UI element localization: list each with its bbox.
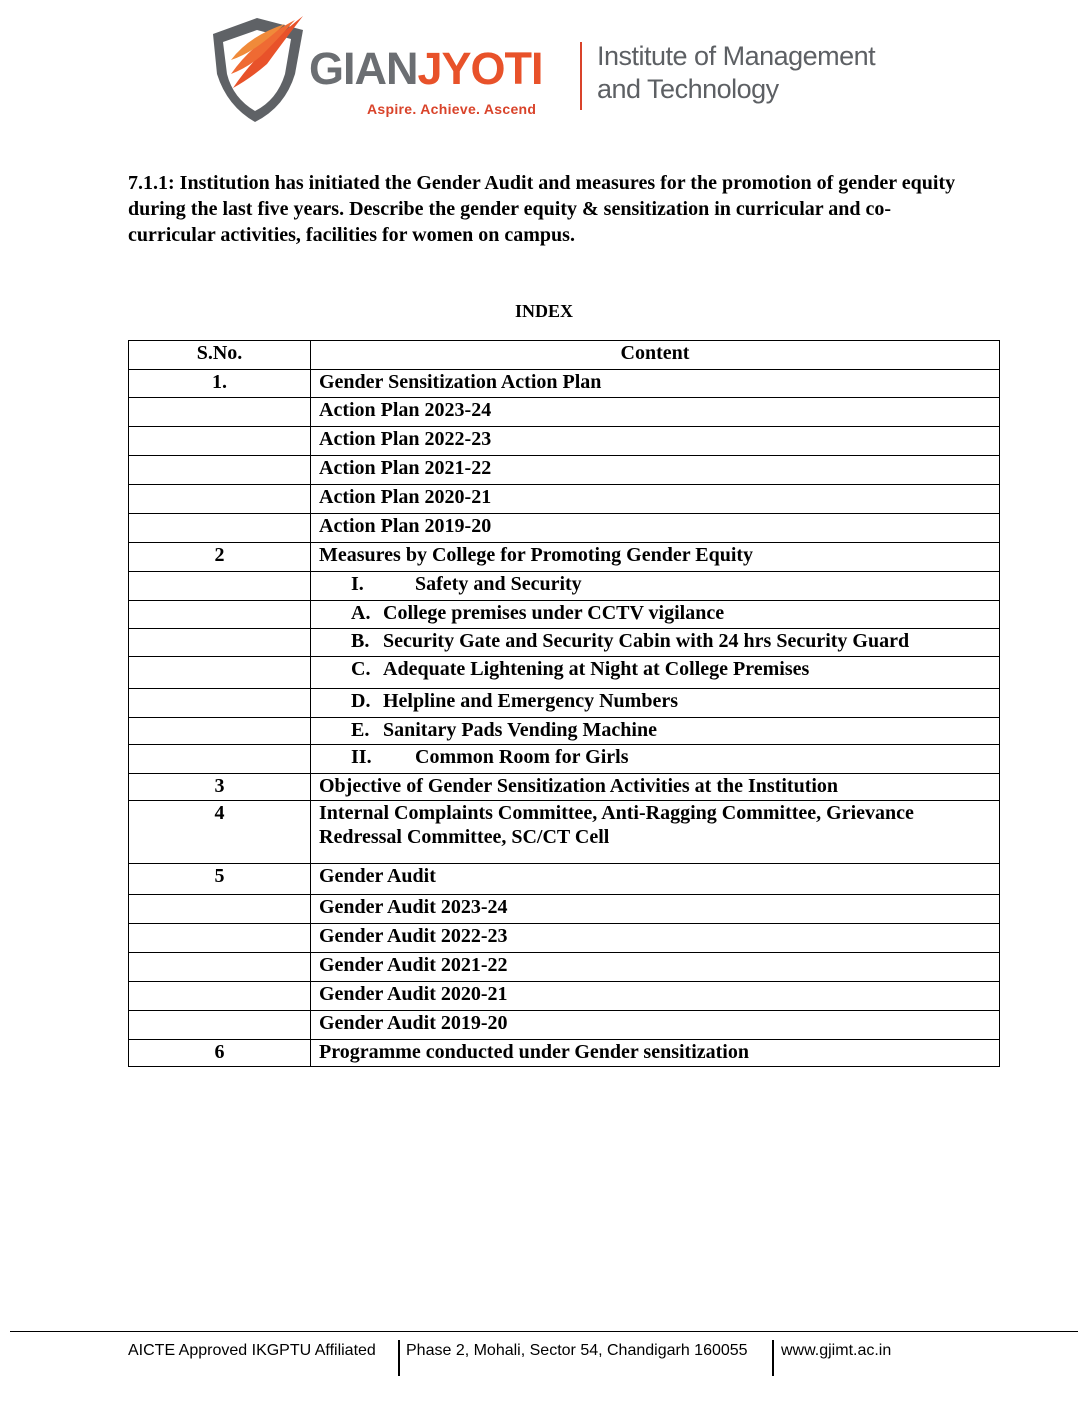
footer-rule	[10, 1331, 1078, 1332]
table-row	[129, 1011, 1000, 1040]
header-divider	[580, 42, 582, 110]
row-content-cell	[311, 864, 1000, 895]
row-sno	[129, 514, 311, 543]
row-sno: 5	[129, 864, 311, 895]
table-row	[129, 601, 1000, 629]
row-sno	[129, 982, 311, 1011]
row-sno	[129, 718, 311, 745]
table-row	[129, 689, 1000, 718]
row-content: Programme conducted under Gender sensitization	[319, 1041, 749, 1063]
table-row	[129, 514, 1000, 543]
row-sno	[129, 398, 311, 427]
column-header-sno: S.No.	[129, 341, 311, 370]
row-content-cell	[311, 427, 1000, 456]
row-content-cell	[311, 689, 1000, 718]
row-content: Gender Audit 2019-20	[319, 1012, 508, 1034]
index-table	[128, 340, 1000, 1067]
row-content-cell	[311, 629, 1000, 657]
row-sno	[129, 601, 311, 629]
row-sno	[129, 427, 311, 456]
institute-line2: and Technology	[597, 74, 779, 104]
footer-address: Phase 2, Mohali, Sector 54, Chandigarh 160055	[406, 1342, 748, 1359]
table-row	[129, 543, 1000, 572]
row-sno: 6	[129, 1040, 311, 1067]
row-content-cell	[311, 456, 1000, 485]
row-content-cell	[311, 370, 1000, 398]
row-content-cell	[311, 718, 1000, 745]
row-sno	[129, 485, 311, 514]
row-sno	[129, 924, 311, 953]
sub-item-marker: A.	[351, 602, 371, 624]
row-sno	[129, 456, 311, 485]
table-row	[129, 398, 1000, 427]
row-content: Gender Audit 2022-23	[319, 925, 508, 947]
row-content-cell	[311, 601, 1000, 629]
sub-item-text: Common Room for Girls	[415, 746, 629, 768]
table-row	[129, 456, 1000, 485]
sub-item	[319, 745, 629, 769]
row-content-cell	[311, 774, 1000, 801]
sub-item	[319, 572, 582, 596]
index-title: INDEX	[514, 301, 573, 321]
table-row	[129, 924, 1000, 953]
table-row	[129, 774, 1000, 801]
row-sno	[129, 629, 311, 657]
sub-item	[319, 657, 809, 681]
row-sno	[129, 895, 311, 924]
criterion-question: 7.1.1: Institution has initiated the Gender Audit and measures for the promotion of gender equity during the last five years. Describe the gender equity & sensitization in curricular and co-curricular activities, facilities for women on campus.	[128, 172, 956, 246]
row-sno	[129, 657, 311, 689]
brand-tagline: Aspire. Achieve. Ascend	[367, 101, 537, 117]
sub-item-marker: E.	[351, 719, 370, 741]
brand-part1: GIAN	[309, 43, 418, 94]
sub-item-marker: II.	[351, 746, 372, 768]
table-row	[129, 895, 1000, 924]
row-content: Gender Audit	[319, 865, 436, 887]
footer-separator	[772, 1340, 774, 1376]
row-content-cell	[311, 924, 1000, 953]
row-sno: 1.	[129, 370, 311, 398]
sub-item	[319, 718, 657, 742]
row-content: Gender Audit 2023-24	[319, 896, 508, 918]
row-sno	[129, 745, 311, 774]
institute-name	[597, 40, 875, 106]
row-content-cell	[311, 895, 1000, 924]
table-row	[129, 1040, 1000, 1067]
column-header-content: Content	[311, 341, 1000, 370]
sub-item-text: College premises under CCTV vigilance	[383, 602, 725, 624]
brand-part2: JYOTI	[417, 43, 543, 94]
table-body	[129, 370, 1000, 1067]
table-row	[129, 370, 1000, 398]
sub-item-text: Helpline and Emergency Numbers	[383, 690, 678, 712]
row-content: Gender Audit 2020-21	[319, 983, 508, 1005]
sub-item	[319, 601, 724, 625]
brand-name	[309, 43, 543, 94]
row-content: Measures by College for Promoting Gender Equity	[319, 544, 754, 566]
table-row	[129, 801, 1000, 864]
row-content: Action Plan 2020-21	[319, 486, 492, 508]
row-content: Internal Complaints Committee, Anti-Ragging Committee, Grievance Redressal Committee, SC/CT Cell	[319, 802, 914, 848]
footer-separator	[398, 1340, 400, 1376]
letterhead	[205, 12, 885, 127]
row-content-cell	[311, 514, 1000, 543]
table-row	[129, 657, 1000, 689]
row-content-cell	[311, 485, 1000, 514]
table-row	[129, 572, 1000, 601]
table-row	[129, 982, 1000, 1011]
table-row	[129, 718, 1000, 745]
row-content-cell	[311, 982, 1000, 1011]
row-content: Action Plan 2019-20	[319, 515, 492, 537]
row-content: Gender Audit 2021-22	[319, 954, 508, 976]
row-sno: 2	[129, 543, 311, 572]
sub-item-text: Security Gate and Security Cabin with 24 hrs Security Guard	[383, 630, 910, 652]
row-content-cell	[311, 1040, 1000, 1067]
sub-item	[319, 689, 678, 713]
table-row	[129, 864, 1000, 895]
row-sno: 3	[129, 774, 311, 801]
footer-affiliation: AICTE Approved IKGPTU Affiliated	[128, 1342, 376, 1359]
table-row	[129, 485, 1000, 514]
institute-line1: Institute of Management	[597, 41, 876, 71]
row-content-cell	[311, 543, 1000, 572]
row-content: Action Plan 2021-22	[319, 457, 492, 479]
row-sno	[129, 689, 311, 718]
row-sno	[129, 572, 311, 601]
row-content: Gender Sensitization Action Plan	[319, 371, 602, 393]
row-sno: 4	[129, 801, 311, 864]
sub-item-marker: B.	[351, 630, 370, 652]
row-content-cell	[311, 572, 1000, 601]
sub-item-text: Safety and Security	[415, 573, 582, 595]
sub-item-marker: I.	[351, 573, 364, 595]
table-row	[129, 745, 1000, 774]
row-content-cell	[311, 801, 1000, 864]
row-content-cell	[311, 1011, 1000, 1040]
row-content-cell	[311, 398, 1000, 427]
sub-item	[319, 629, 909, 653]
table-row	[129, 953, 1000, 982]
row-content: Action Plan 2022-23	[319, 428, 492, 450]
row-content-cell	[311, 953, 1000, 982]
sub-item-marker: C.	[351, 658, 371, 680]
row-sno	[129, 1011, 311, 1040]
sub-item-text: Adequate Lightening at Night at College Premises	[383, 658, 810, 680]
row-content: Objective of Gender Sensitization Activities at the Institution	[319, 775, 839, 797]
table-header-row	[129, 341, 1000, 370]
row-sno	[129, 953, 311, 982]
row-content: Action Plan 2023-24	[319, 399, 492, 421]
table-row	[129, 629, 1000, 657]
row-content-cell	[311, 745, 1000, 774]
sub-item-text: Sanitary Pads Vending Machine	[383, 719, 657, 741]
table-row	[129, 427, 1000, 456]
footer-website: www.gjimt.ac.in	[781, 1342, 892, 1359]
sub-item-marker: D.	[351, 690, 371, 712]
shield-logo-icon	[205, 12, 310, 124]
row-content-cell	[311, 657, 1000, 689]
